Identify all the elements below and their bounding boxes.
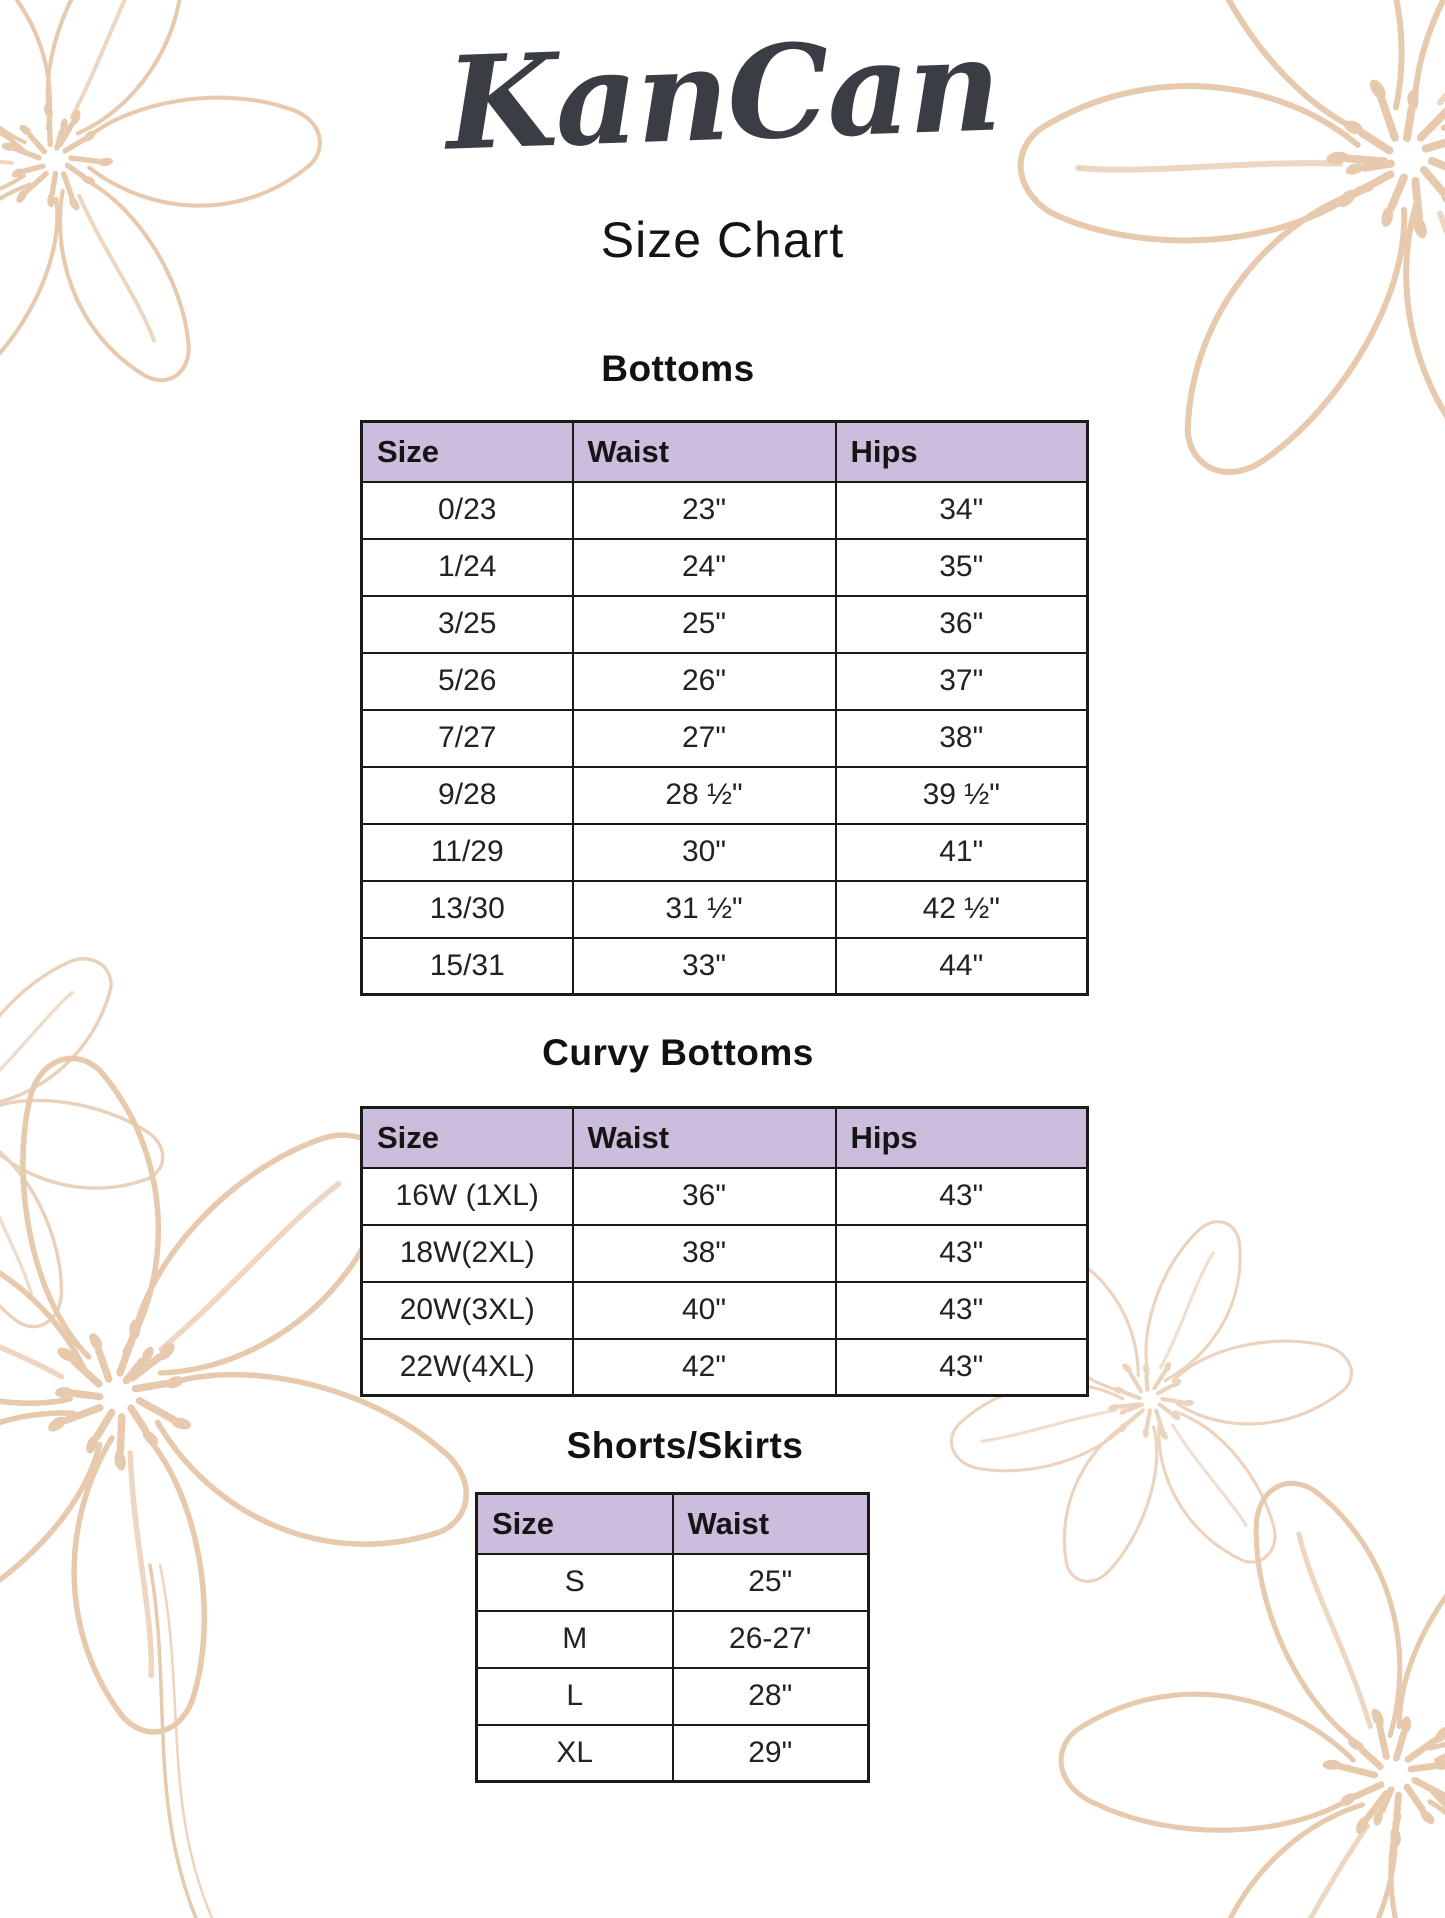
table-cell: 29" — [673, 1725, 869, 1782]
table-cell: 25" — [673, 1554, 869, 1611]
table-row — [362, 1225, 1088, 1282]
table-cell: 41" — [836, 824, 1088, 881]
table-cell: 5/26 — [362, 653, 573, 710]
table-cell: M — [477, 1611, 673, 1668]
table-cell: 31 ½" — [573, 881, 836, 938]
table-cell: 38" — [573, 1225, 836, 1282]
table-cell: 28" — [673, 1668, 869, 1725]
table-row — [362, 539, 1088, 596]
section-heading-shorts-skirts: Shorts/Skirts — [566, 1425, 804, 1466]
table-row — [362, 710, 1088, 767]
column-header: Size — [477, 1494, 673, 1554]
table-cell: 39 ½" — [836, 767, 1088, 824]
table-cell: 40" — [573, 1282, 836, 1339]
table-cell: 1/24 — [362, 539, 573, 596]
table-cell: 22W(4XL) — [362, 1339, 573, 1396]
table-cell: 36" — [836, 596, 1088, 653]
table-cell: 20W(3XL) — [362, 1282, 573, 1339]
section-heading-bottoms: Bottoms — [601, 348, 755, 389]
column-header: Hips — [836, 1108, 1088, 1168]
table-cell: 33" — [573, 938, 836, 995]
table-row — [477, 1668, 869, 1725]
table-cell: 26-27' — [673, 1611, 869, 1668]
table-cell: 44" — [836, 938, 1088, 995]
table-cell: 34" — [836, 482, 1088, 539]
table-cell: 36" — [573, 1168, 836, 1225]
column-header: Hips — [836, 422, 1088, 482]
column-header: Size — [362, 1108, 573, 1168]
table-row — [362, 482, 1088, 539]
table-cell: 37" — [836, 653, 1088, 710]
table-cell: 35" — [836, 539, 1088, 596]
header-row — [362, 422, 1088, 482]
table-cell: 43" — [836, 1282, 1088, 1339]
curvy-bottoms-size-table — [360, 1106, 1089, 1397]
table-cell: 27" — [573, 710, 836, 767]
table-row — [362, 824, 1088, 881]
page-title: Size Chart — [600, 212, 845, 268]
table-row — [362, 1339, 1088, 1396]
table-cell: 3/25 — [362, 596, 573, 653]
table-cell: S — [477, 1554, 673, 1611]
column-header: Waist — [573, 1108, 836, 1168]
bottoms-size-table — [360, 420, 1089, 996]
table-row — [362, 596, 1088, 653]
table-cell: 15/31 — [362, 938, 573, 995]
table-cell: 42 ½" — [836, 881, 1088, 938]
table-row — [477, 1554, 869, 1611]
column-header: Waist — [673, 1494, 869, 1554]
section-heading-curvy-bottoms: Curvy Bottoms — [542, 1032, 814, 1073]
table-row — [362, 767, 1088, 824]
header-row — [362, 1108, 1088, 1168]
table-cell: 9/28 — [362, 767, 573, 824]
table-row — [362, 1168, 1088, 1225]
table-cell: L — [477, 1668, 673, 1725]
column-header: Waist — [573, 422, 836, 482]
table-cell: 11/29 — [362, 824, 573, 881]
table-cell: 43" — [836, 1168, 1088, 1225]
table-cell: 18W(2XL) — [362, 1225, 573, 1282]
table-cell: 42" — [573, 1339, 836, 1396]
table-cell: 28 ½" — [573, 767, 836, 824]
table-cell: 16W (1XL) — [362, 1168, 573, 1225]
table-cell: 26" — [573, 653, 836, 710]
column-header: Size — [362, 422, 573, 482]
table-cell: 23" — [573, 482, 836, 539]
table-cell: 13/30 — [362, 881, 573, 938]
table-row — [477, 1725, 869, 1782]
table-cell: 43" — [836, 1225, 1088, 1282]
table-cell: 24" — [573, 539, 836, 596]
table-row — [477, 1611, 869, 1668]
shorts-skirts-size-table — [475, 1492, 870, 1783]
table-row — [362, 881, 1088, 938]
table-cell: 38" — [836, 710, 1088, 767]
table-row — [362, 938, 1088, 995]
header-row — [477, 1494, 869, 1554]
table-row — [362, 1282, 1088, 1339]
brand-logo: KanCan — [443, 10, 1002, 180]
table-cell: XL — [477, 1725, 673, 1782]
table-cell: 43" — [836, 1339, 1088, 1396]
table-cell: 7/27 — [362, 710, 573, 767]
table-cell: 25" — [573, 596, 836, 653]
table-cell: 30" — [573, 824, 836, 881]
table-cell: 0/23 — [362, 482, 573, 539]
table-row — [362, 653, 1088, 710]
